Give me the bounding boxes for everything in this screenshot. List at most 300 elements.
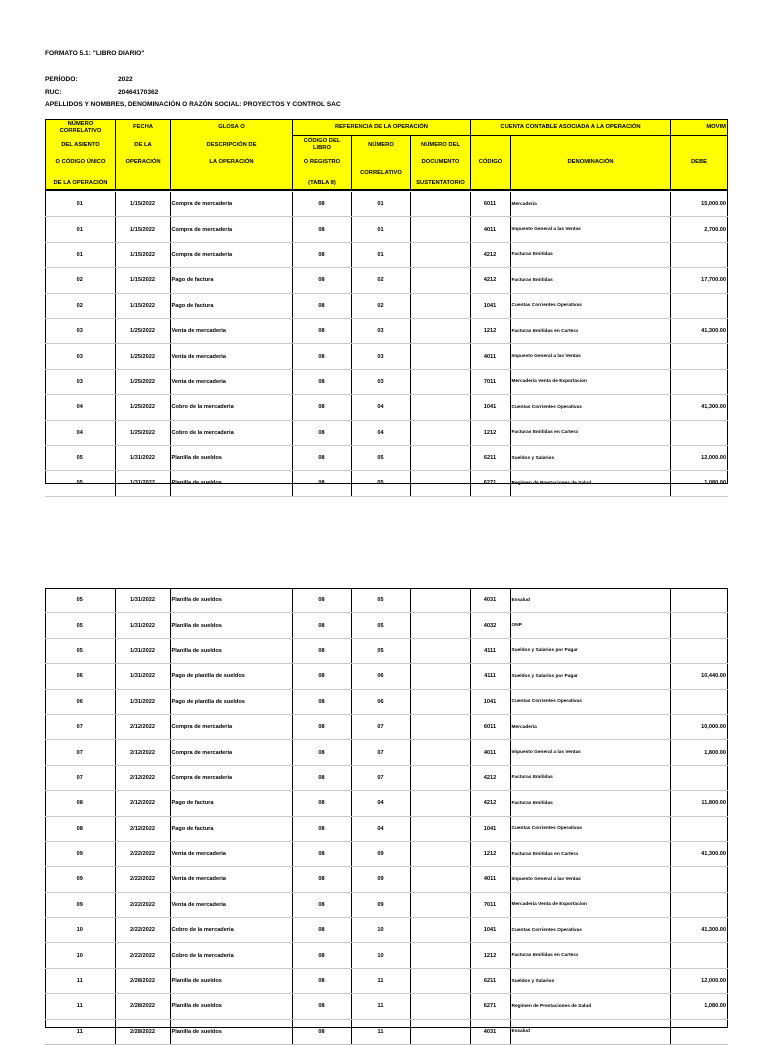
document-title: FORMATO 5.1: "LIBRO DIARIO" bbox=[45, 50, 145, 57]
cell-codigo-libro: 08 bbox=[292, 613, 351, 638]
cell-denominacion: Sueldos y Salarios por Pagar bbox=[510, 638, 670, 663]
cell-denominacion: Mercaderia bbox=[510, 192, 670, 217]
cell-numero-correlativo: 11 bbox=[351, 1019, 410, 1044]
cell-fecha: 2/22/2022 bbox=[115, 892, 170, 917]
table-row bbox=[45, 395, 728, 420]
cell-numero-documento bbox=[410, 242, 470, 267]
col-movimiento bbox=[670, 119, 728, 136]
cell-debe: 17,700.00 bbox=[670, 268, 728, 293]
cell-codigo-libro: 08 bbox=[292, 217, 351, 242]
cell-codigo-libro: 08 bbox=[292, 765, 351, 790]
cell-numero: 05 bbox=[45, 588, 115, 613]
cell-denominacion: Sueldos y Salarios bbox=[510, 968, 670, 993]
col-codlibro-line4: (TABLA 8) bbox=[308, 180, 336, 186]
cell-numero-documento bbox=[410, 445, 470, 470]
cell-numero: 01 bbox=[45, 217, 115, 242]
cell-denominacion: Regimen de Prestaciones de Salud bbox=[510, 994, 670, 1019]
cell-glosa: Cobro de la mercaderia bbox=[170, 395, 292, 420]
table-row bbox=[45, 943, 728, 968]
col-fecha-line1: FECHA bbox=[133, 124, 153, 130]
cell-numero: 07 bbox=[45, 714, 115, 739]
col-codigo bbox=[470, 135, 511, 190]
cell-glosa: Planilla de sueldos bbox=[170, 471, 292, 496]
table-row bbox=[45, 471, 728, 496]
cell-numero-correlativo: 05 bbox=[351, 613, 410, 638]
cell-codigo: 1041 bbox=[470, 918, 510, 943]
col-numero-line2: CORRELATIVO bbox=[59, 128, 102, 134]
cell-fecha: 1/25/2022 bbox=[115, 420, 170, 445]
cell-glosa: Compra de mercaderia bbox=[170, 765, 292, 790]
cell-numero-documento bbox=[410, 765, 470, 790]
cell-denominacion: ONP bbox=[510, 613, 670, 638]
cell-codigo: 6211 bbox=[470, 445, 510, 470]
cell-numero-correlativo: 05 bbox=[351, 445, 410, 470]
cell-codigo: 4011 bbox=[470, 217, 510, 242]
cell-denominacion: Regimen de Prestaciones de Salud bbox=[510, 471, 670, 496]
cell-codigo-libro: 08 bbox=[292, 445, 351, 470]
cell-fecha: 1/25/2022 bbox=[115, 395, 170, 420]
cell-codigo: 4212 bbox=[470, 268, 510, 293]
cell-numero: 09 bbox=[45, 867, 115, 892]
cell-codigo-libro: 08 bbox=[292, 420, 351, 445]
ledger-table-page1 bbox=[45, 192, 728, 497]
cell-numero-documento bbox=[410, 1019, 470, 1044]
cell-glosa: Cobro de la mercaderia bbox=[170, 943, 292, 968]
cell-numero-correlativo: 09 bbox=[351, 867, 410, 892]
cell-codigo-libro: 08 bbox=[292, 994, 351, 1019]
cell-codigo-libro: 08 bbox=[292, 918, 351, 943]
cell-fecha: 1/15/2022 bbox=[115, 192, 170, 217]
cell-numero: 08 bbox=[45, 816, 115, 841]
cell-fecha: 1/31/2022 bbox=[115, 588, 170, 613]
table-row bbox=[45, 867, 728, 892]
col-glosa bbox=[170, 119, 293, 190]
cell-codigo: 1212 bbox=[470, 841, 510, 866]
cell-numero-documento bbox=[410, 369, 470, 394]
table-row bbox=[45, 445, 728, 470]
cell-codigo: 4032 bbox=[470, 613, 510, 638]
cell-fecha: 2/12/2022 bbox=[115, 740, 170, 765]
cell-numero-documento bbox=[410, 841, 470, 866]
cell-codigo: 1041 bbox=[470, 395, 510, 420]
col-debe-label: DEBE bbox=[690, 159, 708, 165]
cell-denominacion: Sueldos y Salarios bbox=[510, 445, 670, 470]
col-codigo-libro bbox=[292, 135, 352, 190]
cell-numero: 06 bbox=[45, 689, 115, 714]
cell-numero-documento bbox=[410, 689, 470, 714]
col-cuenta-label: CUENTA CONTABLE ASOCIADA A LA OPERACIÓN bbox=[500, 124, 641, 130]
cell-fecha: 2/28/2022 bbox=[115, 968, 170, 993]
cell-denominacion: Mercaderia bbox=[510, 714, 670, 739]
cell-glosa: Planilla de sueldos bbox=[170, 968, 292, 993]
periodo-label: PERÍODO: bbox=[45, 76, 78, 83]
cell-codigo-libro: 08 bbox=[292, 369, 351, 394]
cell-numero-documento bbox=[410, 968, 470, 993]
col-fecha-line2: DE LA bbox=[134, 142, 152, 148]
cell-numero: 05 bbox=[45, 445, 115, 470]
cell-numero-documento bbox=[410, 791, 470, 816]
cell-glosa: Planilla de sueldos bbox=[170, 445, 292, 470]
cell-debe bbox=[670, 369, 728, 394]
cell-glosa: Pago de planilla de sueldos bbox=[170, 664, 292, 689]
cell-numero: 09 bbox=[45, 892, 115, 917]
cell-debe bbox=[670, 344, 728, 369]
cell-denominacion: Facturas Emitidas bbox=[510, 268, 670, 293]
col-numero-line1: NÚMERO bbox=[67, 121, 94, 127]
cell-numero-correlativo: 11 bbox=[351, 968, 410, 993]
cell-numero-correlativo: 03 bbox=[351, 318, 410, 343]
cell-debe: 1,080.00 bbox=[670, 471, 728, 496]
cell-numero: 02 bbox=[45, 293, 115, 318]
cell-fecha: 1/31/2022 bbox=[115, 638, 170, 663]
cell-codigo-libro: 08 bbox=[292, 892, 351, 917]
col-numero-line3: DEL ASIENTO bbox=[61, 142, 100, 148]
cell-codigo-libro: 08 bbox=[292, 816, 351, 841]
cell-denominacion: Sueldos y Salarios por Pagar bbox=[510, 664, 670, 689]
col-referencia bbox=[292, 119, 471, 136]
cell-codigo: 4111 bbox=[470, 664, 510, 689]
cell-codigo: 4212 bbox=[470, 791, 510, 816]
table-row bbox=[45, 664, 728, 689]
cell-fecha: 1/31/2022 bbox=[115, 445, 170, 470]
cell-codigo: 4212 bbox=[470, 765, 510, 790]
cell-denominacion: Cuentas Corrientes Operativas bbox=[510, 395, 670, 420]
cell-codigo: 4011 bbox=[470, 740, 510, 765]
cell-glosa: Compra de mercaderia bbox=[170, 714, 292, 739]
cell-fecha: 1/15/2022 bbox=[115, 293, 170, 318]
cell-numero-documento bbox=[410, 816, 470, 841]
razon-social: APELLIDOS Y NOMBRES, DENOMINACIÓN O RAZÓN SOCIAL: PROYECTOS Y CONTROL SAC bbox=[45, 101, 341, 108]
cell-fecha: 1/31/2022 bbox=[115, 664, 170, 689]
col-glosa-line1: GLOSA O bbox=[218, 124, 245, 130]
table-row bbox=[45, 638, 728, 663]
col-glosa-line2: DESCRIPCIÓN DE bbox=[206, 142, 257, 148]
cell-numero: 07 bbox=[45, 765, 115, 790]
cell-debe bbox=[670, 293, 728, 318]
cell-numero: 03 bbox=[45, 369, 115, 394]
cell-fecha: 2/12/2022 bbox=[115, 765, 170, 790]
table-row bbox=[45, 689, 728, 714]
cell-codigo-libro: 08 bbox=[292, 841, 351, 866]
cell-glosa: Planilla de sueldos bbox=[170, 613, 292, 638]
col-numero-line4: O CÓDIGO ÚNICO bbox=[55, 159, 106, 165]
cell-codigo-libro: 08 bbox=[292, 689, 351, 714]
cell-codigo-libro: 08 bbox=[292, 395, 351, 420]
col-codlibro-line3: O REGISTRO bbox=[303, 159, 341, 165]
cell-denominacion: Facturas Emitidas bbox=[510, 791, 670, 816]
cell-codigo-libro: 08 bbox=[292, 268, 351, 293]
cell-codigo-libro: 08 bbox=[292, 293, 351, 318]
cell-numero: 05 bbox=[45, 471, 115, 496]
cell-numero-documento bbox=[410, 217, 470, 242]
cell-codigo-libro: 08 bbox=[292, 242, 351, 267]
cell-denominacion: Facturas Emitidas en Cartera bbox=[510, 841, 670, 866]
cell-debe bbox=[670, 892, 728, 917]
cell-fecha: 1/15/2022 bbox=[115, 268, 170, 293]
cell-numero-documento bbox=[410, 943, 470, 968]
col-numdoc-line1: NÚMERO DEL bbox=[421, 142, 460, 148]
cell-denominacion: Cuentas Corrientes Operativas bbox=[510, 918, 670, 943]
cell-debe: 1,080.00 bbox=[670, 994, 728, 1019]
cell-glosa: Compra de mercaderia bbox=[170, 242, 292, 267]
cell-numero: 05 bbox=[45, 638, 115, 663]
cell-denominacion: Cuentas Corrientes Operativas bbox=[510, 689, 670, 714]
cell-numero-correlativo: 03 bbox=[351, 344, 410, 369]
cell-codigo-libro: 08 bbox=[292, 968, 351, 993]
cell-numero: 11 bbox=[45, 968, 115, 993]
cell-glosa: Pago de factura bbox=[170, 268, 292, 293]
col-codlibro-line1: CÓDIGO DEL bbox=[303, 138, 341, 144]
table-row bbox=[45, 765, 728, 790]
cell-numero-correlativo: 07 bbox=[351, 765, 410, 790]
table-row bbox=[45, 369, 728, 394]
cell-numero: 02 bbox=[45, 268, 115, 293]
cell-numero-correlativo: 01 bbox=[351, 192, 410, 217]
cell-denominacion: Facturas Emitidas en Cartera bbox=[510, 943, 670, 968]
cell-numero-correlativo: 04 bbox=[351, 395, 410, 420]
cell-numero-documento bbox=[410, 740, 470, 765]
cell-fecha: 1/31/2022 bbox=[115, 471, 170, 496]
cell-numero: 01 bbox=[45, 192, 115, 217]
cell-debe bbox=[670, 613, 728, 638]
ruc-label: RUC: bbox=[45, 89, 62, 96]
cell-numero-correlativo: 06 bbox=[351, 664, 410, 689]
col-glosa-line3: LA OPERACIÓN bbox=[209, 159, 254, 165]
cell-fecha: 2/28/2022 bbox=[115, 994, 170, 1019]
col-codigo-label: CÓDIGO bbox=[478, 159, 503, 165]
cell-numero-correlativo: 10 bbox=[351, 918, 410, 943]
cell-denominacion: Impuesto General a las Ventas bbox=[510, 867, 670, 892]
cell-numero-documento bbox=[410, 867, 470, 892]
cell-numero-documento bbox=[410, 613, 470, 638]
cell-debe: 2,700.00 bbox=[670, 217, 728, 242]
cell-glosa: Planilla de sueldos bbox=[170, 994, 292, 1019]
cell-codigo-libro: 08 bbox=[292, 867, 351, 892]
cell-debe: 41,300.00 bbox=[670, 918, 728, 943]
table-row bbox=[45, 892, 728, 917]
cell-debe bbox=[670, 242, 728, 267]
cell-numero-documento bbox=[410, 892, 470, 917]
cell-numero-correlativo: 06 bbox=[351, 689, 410, 714]
cell-codigo: 4212 bbox=[470, 242, 510, 267]
table-row bbox=[45, 841, 728, 866]
cell-codigo-libro: 08 bbox=[292, 192, 351, 217]
cell-numero: 03 bbox=[45, 318, 115, 343]
cell-numero-correlativo: 03 bbox=[351, 369, 410, 394]
cell-debe bbox=[670, 420, 728, 445]
cell-debe bbox=[670, 816, 728, 841]
cell-fecha: 2/22/2022 bbox=[115, 867, 170, 892]
cell-denominacion: Mercaderia Venta de Exportacion bbox=[510, 892, 670, 917]
cell-denominacion: Cuentas Corrientes Operativas bbox=[510, 816, 670, 841]
cell-numero: 04 bbox=[45, 395, 115, 420]
cell-numero: 01 bbox=[45, 242, 115, 267]
cell-fecha: 2/12/2022 bbox=[115, 816, 170, 841]
cell-glosa: Venta de mercaderia bbox=[170, 369, 292, 394]
cell-denominacion: Essalud bbox=[510, 1019, 670, 1044]
cell-denominacion: Mercaderia Venta de Exportacion bbox=[510, 369, 670, 394]
cell-codigo-libro: 08 bbox=[292, 943, 351, 968]
cell-fecha: 1/15/2022 bbox=[115, 217, 170, 242]
cell-numero-correlativo: 05 bbox=[351, 638, 410, 663]
cell-debe bbox=[670, 638, 728, 663]
cell-debe: 1,800.00 bbox=[670, 740, 728, 765]
col-movim-label: MOVIM bbox=[706, 124, 726, 130]
col-numcorr-line1: NÚMERO bbox=[368, 142, 394, 148]
cell-codigo: 4111 bbox=[470, 638, 510, 663]
cell-glosa: Planilla de sueldos bbox=[170, 588, 292, 613]
table-row bbox=[45, 268, 728, 293]
column-header bbox=[45, 119, 728, 190]
col-debe bbox=[670, 135, 728, 190]
cell-codigo: 7011 bbox=[470, 892, 510, 917]
cell-codigo: 4011 bbox=[470, 867, 510, 892]
cell-numero-documento bbox=[410, 420, 470, 445]
cell-codigo: 1041 bbox=[470, 689, 510, 714]
cell-denominacion: Essalud bbox=[510, 588, 670, 613]
cell-debe bbox=[670, 765, 728, 790]
table-row bbox=[45, 588, 728, 613]
cell-debe: 12,000.00 bbox=[670, 445, 728, 470]
cell-numero: 10 bbox=[45, 943, 115, 968]
cell-codigo: 6271 bbox=[470, 994, 510, 1019]
col-cuenta-contable bbox=[470, 119, 671, 136]
table-row bbox=[45, 968, 728, 993]
cell-numero-correlativo: 09 bbox=[351, 841, 410, 866]
cell-codigo: 1212 bbox=[470, 318, 510, 343]
cell-glosa: Compra de mercaderia bbox=[170, 217, 292, 242]
cell-codigo: 7011 bbox=[470, 369, 510, 394]
cell-codigo-libro: 08 bbox=[292, 471, 351, 496]
col-fecha-line3: OPERACIÓN bbox=[125, 159, 161, 165]
cell-numero: 11 bbox=[45, 1019, 115, 1044]
cell-glosa: Planilla de sueldos bbox=[170, 1019, 292, 1044]
cell-denominacion: Cuentas Corrientes Operativas bbox=[510, 293, 670, 318]
cell-denominacion: Facturas Emitidas en Cartera bbox=[510, 420, 670, 445]
cell-glosa: Planilla de sueldos bbox=[170, 638, 292, 663]
cell-debe bbox=[670, 588, 728, 613]
cell-glosa: Pago de planilla de sueldos bbox=[170, 689, 292, 714]
cell-fecha: 1/25/2022 bbox=[115, 318, 170, 343]
cell-codigo: 1041 bbox=[470, 293, 510, 318]
cell-denominacion: Impuesto General a las Ventas bbox=[510, 344, 670, 369]
cell-glosa: Compra de mercaderia bbox=[170, 740, 292, 765]
table-row bbox=[45, 791, 728, 816]
cell-debe bbox=[670, 689, 728, 714]
cell-debe bbox=[670, 943, 728, 968]
cell-codigo: 6011 bbox=[470, 192, 510, 217]
cell-debe: 41,300.00 bbox=[670, 841, 728, 866]
cell-numero-correlativo: 02 bbox=[351, 268, 410, 293]
col-codlibro-line2: LIBRO bbox=[312, 145, 332, 151]
cell-numero-documento bbox=[410, 471, 470, 496]
cell-fecha: 1/25/2022 bbox=[115, 344, 170, 369]
cell-fecha: 2/22/2022 bbox=[115, 841, 170, 866]
table-row bbox=[45, 293, 728, 318]
cell-numero-documento bbox=[410, 318, 470, 343]
cell-numero-documento bbox=[410, 395, 470, 420]
col-numero-documento bbox=[410, 135, 471, 190]
cell-numero-correlativo: 07 bbox=[351, 740, 410, 765]
cell-debe: 10,440.00 bbox=[670, 664, 728, 689]
table-row bbox=[45, 192, 728, 217]
cell-codigo-libro: 08 bbox=[292, 588, 351, 613]
cell-numero-documento bbox=[410, 714, 470, 739]
cell-numero-correlativo: 11 bbox=[351, 994, 410, 1019]
cell-numero: 10 bbox=[45, 918, 115, 943]
col-numero-corr bbox=[351, 135, 411, 190]
cell-numero-documento bbox=[410, 918, 470, 943]
cell-numero: 04 bbox=[45, 420, 115, 445]
cell-numero-documento bbox=[410, 344, 470, 369]
col-numdoc-line3: SUSTENTATORIO bbox=[416, 180, 465, 186]
cell-glosa: Cobro de la mercaderia bbox=[170, 918, 292, 943]
table-row bbox=[45, 918, 728, 943]
table-row bbox=[45, 714, 728, 739]
col-denominacion bbox=[510, 135, 671, 190]
cell-codigo: 4011 bbox=[470, 344, 510, 369]
table-row bbox=[45, 816, 728, 841]
table-row bbox=[45, 740, 728, 765]
cell-numero-correlativo: 04 bbox=[351, 816, 410, 841]
cell-denominacion: Facturas Emitidas bbox=[510, 242, 670, 267]
col-denominacion-label: DENOMINACIÓN bbox=[567, 159, 614, 165]
cell-numero-correlativo: 04 bbox=[351, 420, 410, 445]
cell-numero-documento bbox=[410, 192, 470, 217]
cell-codigo-libro: 08 bbox=[292, 344, 351, 369]
cell-codigo: 6211 bbox=[470, 968, 510, 993]
cell-numero: 09 bbox=[45, 841, 115, 866]
cell-codigo-libro: 08 bbox=[292, 638, 351, 663]
cell-numero-correlativo: 10 bbox=[351, 943, 410, 968]
cell-glosa: Pago de factura bbox=[170, 816, 292, 841]
cell-numero-correlativo: 09 bbox=[351, 892, 410, 917]
table-row bbox=[45, 420, 728, 445]
cell-codigo-libro: 08 bbox=[292, 714, 351, 739]
cell-debe: 15,000.00 bbox=[670, 192, 728, 217]
cell-numero-correlativo: 05 bbox=[351, 471, 410, 496]
cell-codigo-libro: 08 bbox=[292, 791, 351, 816]
cell-numero-documento bbox=[410, 588, 470, 613]
col-numero-correlativo bbox=[45, 119, 116, 190]
table-row bbox=[45, 1019, 728, 1044]
cell-codigo-libro: 08 bbox=[292, 740, 351, 765]
cell-debe: 41,300.00 bbox=[670, 395, 728, 420]
cell-glosa: Venta de mercaderia bbox=[170, 344, 292, 369]
cell-numero-correlativo: 01 bbox=[351, 242, 410, 267]
cell-numero-correlativo: 04 bbox=[351, 791, 410, 816]
cell-glosa: Compra de mercaderia bbox=[170, 192, 292, 217]
cell-fecha: 2/22/2022 bbox=[115, 943, 170, 968]
cell-debe: 10,000.00 bbox=[670, 714, 728, 739]
cell-codigo: 1041 bbox=[470, 816, 510, 841]
cell-glosa: Venta de mercaderia bbox=[170, 892, 292, 917]
cell-numero: 05 bbox=[45, 613, 115, 638]
cell-numero-correlativo: 05 bbox=[351, 588, 410, 613]
cell-numero-documento bbox=[410, 638, 470, 663]
table-row bbox=[45, 613, 728, 638]
cell-fecha: 1/31/2022 bbox=[115, 613, 170, 638]
table-row bbox=[45, 242, 728, 267]
ruc-row bbox=[45, 89, 61, 96]
cell-numero-documento bbox=[410, 994, 470, 1019]
cell-codigo: 6011 bbox=[470, 714, 510, 739]
cell-codigo-libro: 08 bbox=[292, 318, 351, 343]
cell-fecha: 1/31/2022 bbox=[115, 689, 170, 714]
cell-glosa: Venta de mercaderia bbox=[170, 867, 292, 892]
cell-numero-correlativo: 07 bbox=[351, 714, 410, 739]
cell-numero-documento bbox=[410, 293, 470, 318]
